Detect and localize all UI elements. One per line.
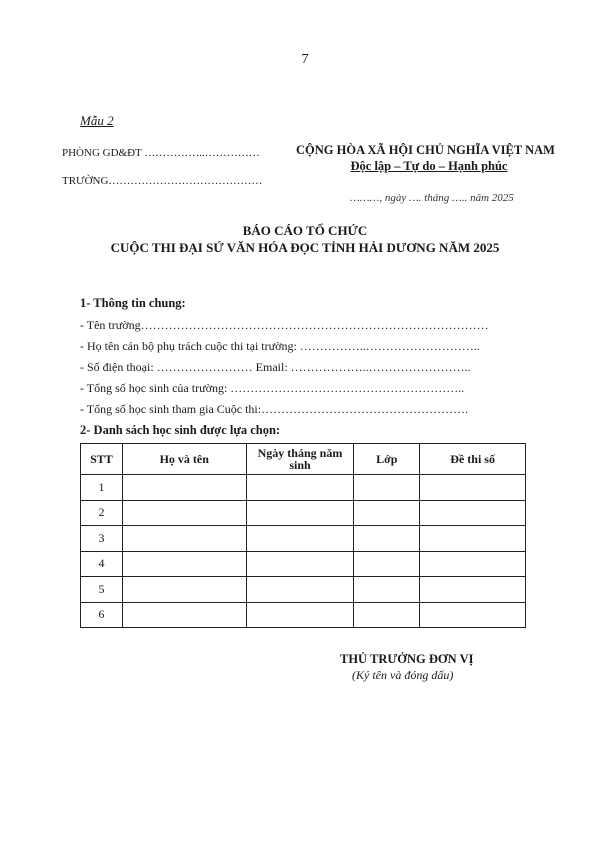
national-title: CỘNG HÒA XÃ HỘI CHỦ NGHĨA VIỆT NAM [296,143,555,157]
table-row [81,551,526,577]
report-title: BÁO CÁO TỔ CHỨC [242,223,368,238]
participants-field: - Tổng số học sinh tham gia Cuộc thi:……………………………………………. [80,402,469,416]
cell-dob [246,577,354,603]
motto-text: Độc lập – Tự do – Hạnh phúc [350,159,508,173]
col-stt: STT [81,444,123,475]
cell-exam [420,577,526,603]
col-class: Lớp [354,444,420,475]
col-date-of-birth: Ngày tháng năm sinh [246,444,354,475]
cell-exam [420,526,526,552]
row-number: 3 [81,526,123,552]
cell-name [122,475,246,501]
row-number: 5 [81,577,123,603]
cell-dob [246,526,354,552]
phone-email-field: - Số điện thoại: …………………… Email: ………………..…………………….. [80,360,471,374]
col-exam-number: Đề thi số [420,444,526,475]
cell-class [354,475,420,501]
officer-field: - Họ tên cán bộ phụ trách cuộc thi tại trường: ……………..……………………….. [80,339,480,353]
cell-class [354,577,420,603]
cell-name [122,526,246,552]
date-line: ………, ngày …. tháng ….. năm 2025 [350,192,514,204]
table-header-row [81,444,526,475]
table-row [81,500,526,526]
school-name-field: - Tên trường…………………………………………………………………………… [80,318,489,332]
cell-dob [246,500,354,526]
table-row [81,577,526,603]
cell-name [122,500,246,526]
department-line: PHÒNG GD&ĐT ……………..…………… [62,147,260,159]
cell-exam [420,500,526,526]
cell-exam [420,602,526,628]
cell-name [122,602,246,628]
section2-heading: 2- Danh sách học sinh được lựa chọn: [80,423,281,437]
report-subtitle: CUỘC THI ĐẠI SỨ VĂN HÓA ĐỌC TỈNH HẢI DƯƠNG NĂM 2025 [110,240,500,255]
cell-dob [246,551,354,577]
row-number: 1 [81,475,123,501]
cell-name [122,551,246,577]
table-row [81,602,526,628]
cell-exam [420,475,526,501]
cell-class [354,526,420,552]
table-row [81,475,526,501]
col-full-name: Họ và tên [122,444,246,475]
row-number: 6 [81,602,123,628]
section1-heading: 1- Thông tin chung: [80,296,186,310]
cell-class [354,500,420,526]
row-number: 4 [81,551,123,577]
cell-exam [420,551,526,577]
cell-dob [246,602,354,628]
page-number: 7 [301,52,309,67]
cell-class [354,551,420,577]
national-motto [296,159,562,174]
row-number: 2 [81,500,123,526]
signature-title: THỦ TRƯỞNG ĐƠN VỊ [340,652,474,666]
school-line: TRƯỜNG…………………………………… [62,175,263,187]
form-code: Mẫu 2 [80,113,114,128]
signature-note: (Ký tên và đóng dấu) [352,668,454,682]
cell-name [122,577,246,603]
cell-class [354,602,420,628]
total-students-field: - Tổng số học sinh của trường: ………………………………………………….. [80,381,465,395]
cell-dob [246,475,354,501]
student-list-table [80,443,526,628]
table-row [81,526,526,552]
